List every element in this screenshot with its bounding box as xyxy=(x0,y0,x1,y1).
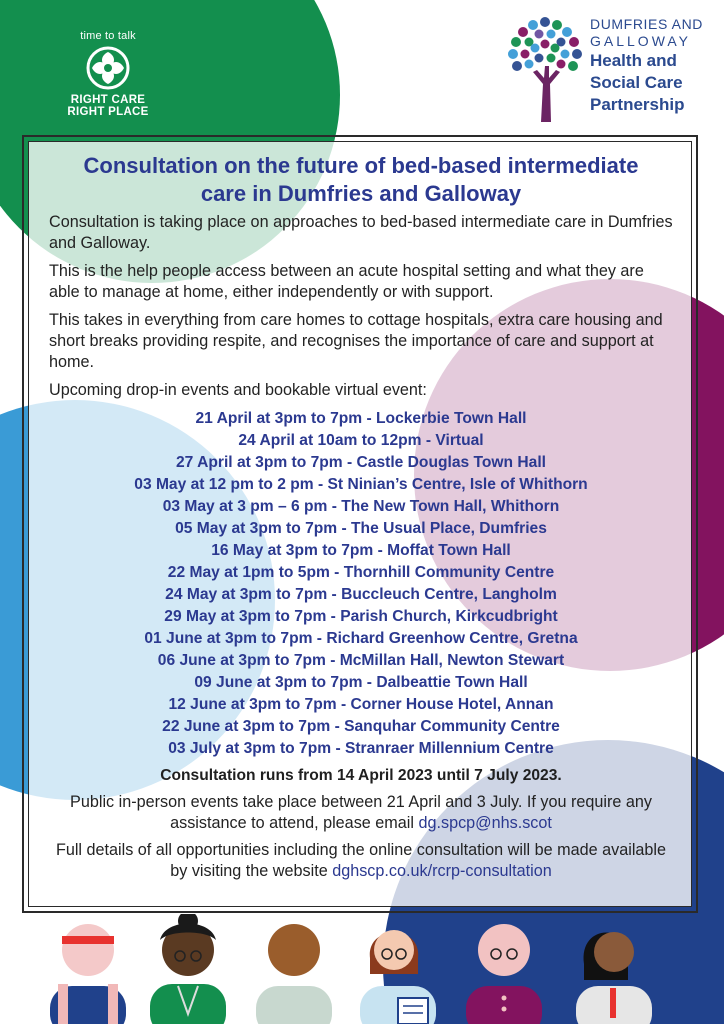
event-item: 24 April at 10am to 12pm - Virtual xyxy=(238,432,484,449)
event-item: 22 May at 1pm to 5pm - Thornhill Community Centre xyxy=(167,564,555,581)
consultation-dates: Consultation runs from 14 April 2023 until 7 July 2023. xyxy=(160,767,562,784)
details-text: Full details of all opportunities including the online consultation will be made available by visiting the website xyxy=(55,841,667,880)
website-link[interactable]: dghscp.co.uk/rcrp-consultation xyxy=(332,862,552,880)
event-item: 21 April at 3pm to 7pm - Lockerbie Town Hall xyxy=(195,410,527,427)
event-item: 01 June at 3pm to 7pm - Richard Greenhow Centre, Gretna xyxy=(144,630,578,647)
definition-paragraph: This is the help people access between an acute hospital setting and what they are able to manage at home, either independently or with support. xyxy=(49,262,644,301)
logo-line-2: RIGHT PLACE xyxy=(67,106,149,118)
tree-of-hands-icon xyxy=(503,14,587,124)
hscp-line-1: DUMFRIES AND xyxy=(590,16,703,32)
event-item: 16 May at 3pm to 7pm - Moffat Town Hall xyxy=(211,542,511,559)
email-link[interactable]: dg.spcp@nhs.scot xyxy=(418,814,552,832)
events-intro: Upcoming drop-in events and bookable virtual event: xyxy=(49,381,427,399)
scope-paragraph: This takes in everything from care homes to cottage hospitals, extra care housing and short breaks providing respite, and recognises the importance of care and support at home. xyxy=(49,311,663,371)
event-item: 24 May at 3pm to 7pm - Buccleuch Centre, Langholm xyxy=(165,586,557,603)
people-illustration xyxy=(0,914,724,1024)
swirl-icon xyxy=(86,46,130,90)
title-line-2: care in Dumfries and Galloway xyxy=(200,181,522,206)
person-bald xyxy=(256,924,332,1024)
intro-paragraph: Consultation is taking place on approaches to bed-based intermediate care in Dumfries and Galloway. xyxy=(49,213,673,252)
person-professional xyxy=(576,932,652,1024)
event-item: 27 April at 3pm to 7pm - Castle Douglas Town Hall xyxy=(176,454,546,471)
event-item: 05 May at 3pm to 7pm - The Usual Place, Dumfries xyxy=(175,520,547,537)
hscp-line-3: Health and xyxy=(590,51,677,70)
person-headband xyxy=(50,924,126,1024)
event-item: 03 July at 3pm to 7pm - Stranraer Millennium Centre xyxy=(168,740,554,757)
content-box xyxy=(22,135,698,913)
event-item: 09 June at 3pm to 7pm - Dalbeattie Town Hall xyxy=(194,674,528,691)
person-carer xyxy=(360,930,436,1024)
person-elder xyxy=(466,924,542,1024)
event-item: 03 May at 3 pm – 6 pm - The New Town Hall, Whithorn xyxy=(162,498,560,515)
public-events-text: Public in-person events take place between 21 April and 3 July. If you require any assistance to attend, please email xyxy=(70,793,652,832)
title-line-1: Consultation on the future of bed-based intermediate xyxy=(83,153,639,178)
hscp-line-2: GALLOWAY xyxy=(590,33,692,49)
hscp-line-4: Social Care xyxy=(590,73,683,92)
hscp-logo xyxy=(503,14,713,126)
logo-tagline: time to talk xyxy=(80,30,136,42)
details-paragraph xyxy=(49,840,673,882)
right-care-right-place-logo xyxy=(58,30,158,118)
logo-line-1: RIGHT CARE xyxy=(70,94,146,106)
events-list xyxy=(49,408,673,760)
event-item: 06 June at 3pm to 7pm - McMillan Hall, Newton Stewart xyxy=(157,652,565,669)
event-item: 29 May at 3pm to 7pm - Parish Church, Kirkcudbright xyxy=(164,608,558,625)
hscp-line-5: Partnership xyxy=(590,95,685,114)
event-item: 03 May at 12 pm to 2 pm - St Ninian’s Centre, Isle of Whithorn xyxy=(134,476,588,493)
content-box-inner xyxy=(28,141,692,907)
page-title xyxy=(49,152,673,208)
event-item: 12 June at 3pm to 7pm - Corner House Hotel, Annan xyxy=(168,696,554,713)
person-nurse xyxy=(150,914,226,1024)
public-events-paragraph xyxy=(49,792,673,834)
event-item: 22 June at 3pm to 7pm - Sanquhar Community Centre xyxy=(162,718,560,735)
hscp-wordmark xyxy=(590,16,703,116)
